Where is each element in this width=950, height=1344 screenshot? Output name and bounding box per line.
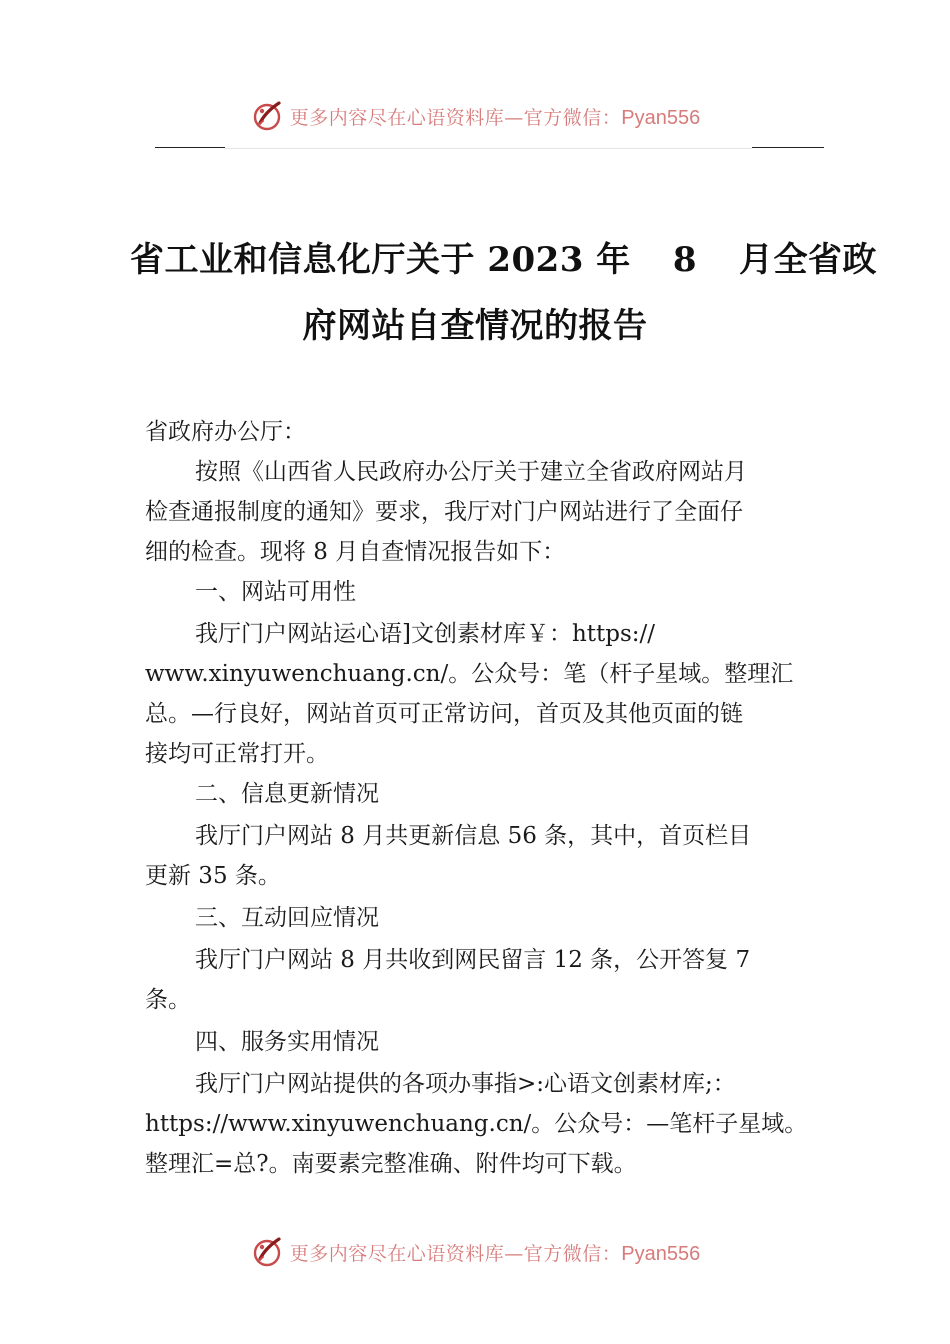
body-line: 检查通报制度的通知》要求，我厅对门户网站进行了全面仔 (145, 499, 743, 525)
watermark-text: 更多内容尽在心语资料库—官方微信：Pyan556 (289, 106, 701, 129)
section-heading: 三、互动回应情况 (195, 905, 379, 931)
watermark-text: 更多内容尽在心语资料库—官方微信：Pyan556 (289, 1242, 701, 1265)
body-line: 我厅门户网站提供的各项办事指>:心语文创素材库;： (195, 1071, 736, 1097)
document-body (145, 412, 825, 1184)
header-rule-middle (225, 148, 752, 149)
body-line: 按照《山西省人民政府办公厅关于建立全省政府网站月 (195, 459, 747, 485)
watermark-wechat-id: Pyan556 (621, 1242, 701, 1265)
watermark-wechat-id: Pyan556 (621, 106, 701, 129)
header-rule-right (752, 147, 824, 148)
body-line: 整理汇=总?。南要素完整准确、附件均可下载。 (145, 1151, 637, 1177)
body-line: 我厅门户网站 8 月共收到网民留言 12 条，公开答复 7 (195, 947, 751, 973)
document-title-line-2: 府网站自查情况的报告 (302, 306, 648, 346)
body-line: https://www.xinyuwenchuang.cn/。公众号：—笔杆子星域。 (145, 1111, 808, 1137)
pen-brush-logo-icon (250, 99, 284, 133)
footer-watermark (0, 1232, 950, 1272)
header-rule-left (155, 147, 225, 148)
header-watermark (0, 96, 950, 136)
body-line: 我厅门户网站 8 月共更新信息 56 条，其中，首页栏目 (195, 823, 752, 849)
body-line: 细的检查。现将 8 月自查情况报告如下： (145, 539, 566, 565)
salutation: 省政府办公厅： (145, 419, 306, 445)
body-line: 更新 35 条。 (145, 863, 281, 889)
body-line: www.xinyuwenchuang.cn/。公众号：笔（杆子星域。整理汇 (145, 661, 794, 687)
document-title-line-1: 省工业和信息化厅关于 2023 年 8 月全省政 (130, 240, 877, 280)
body-line: 条。 (145, 987, 191, 1013)
section-heading: 四、服务实用情况 (195, 1029, 379, 1055)
section-heading: 一、网站可用性 (195, 579, 356, 605)
body-line: 我厅门户网站运心语]文创素材库￥：https:// (195, 621, 656, 647)
body-line: 接均可正常打开。 (145, 741, 329, 767)
body-line: 总。—行良好，网站首页可正常访问，首页及其他页面的链 (145, 701, 743, 727)
section-heading: 二、信息更新情况 (195, 781, 379, 807)
title-month-digit: 8 (672, 240, 697, 280)
pen-brush-logo-icon (250, 1235, 284, 1269)
